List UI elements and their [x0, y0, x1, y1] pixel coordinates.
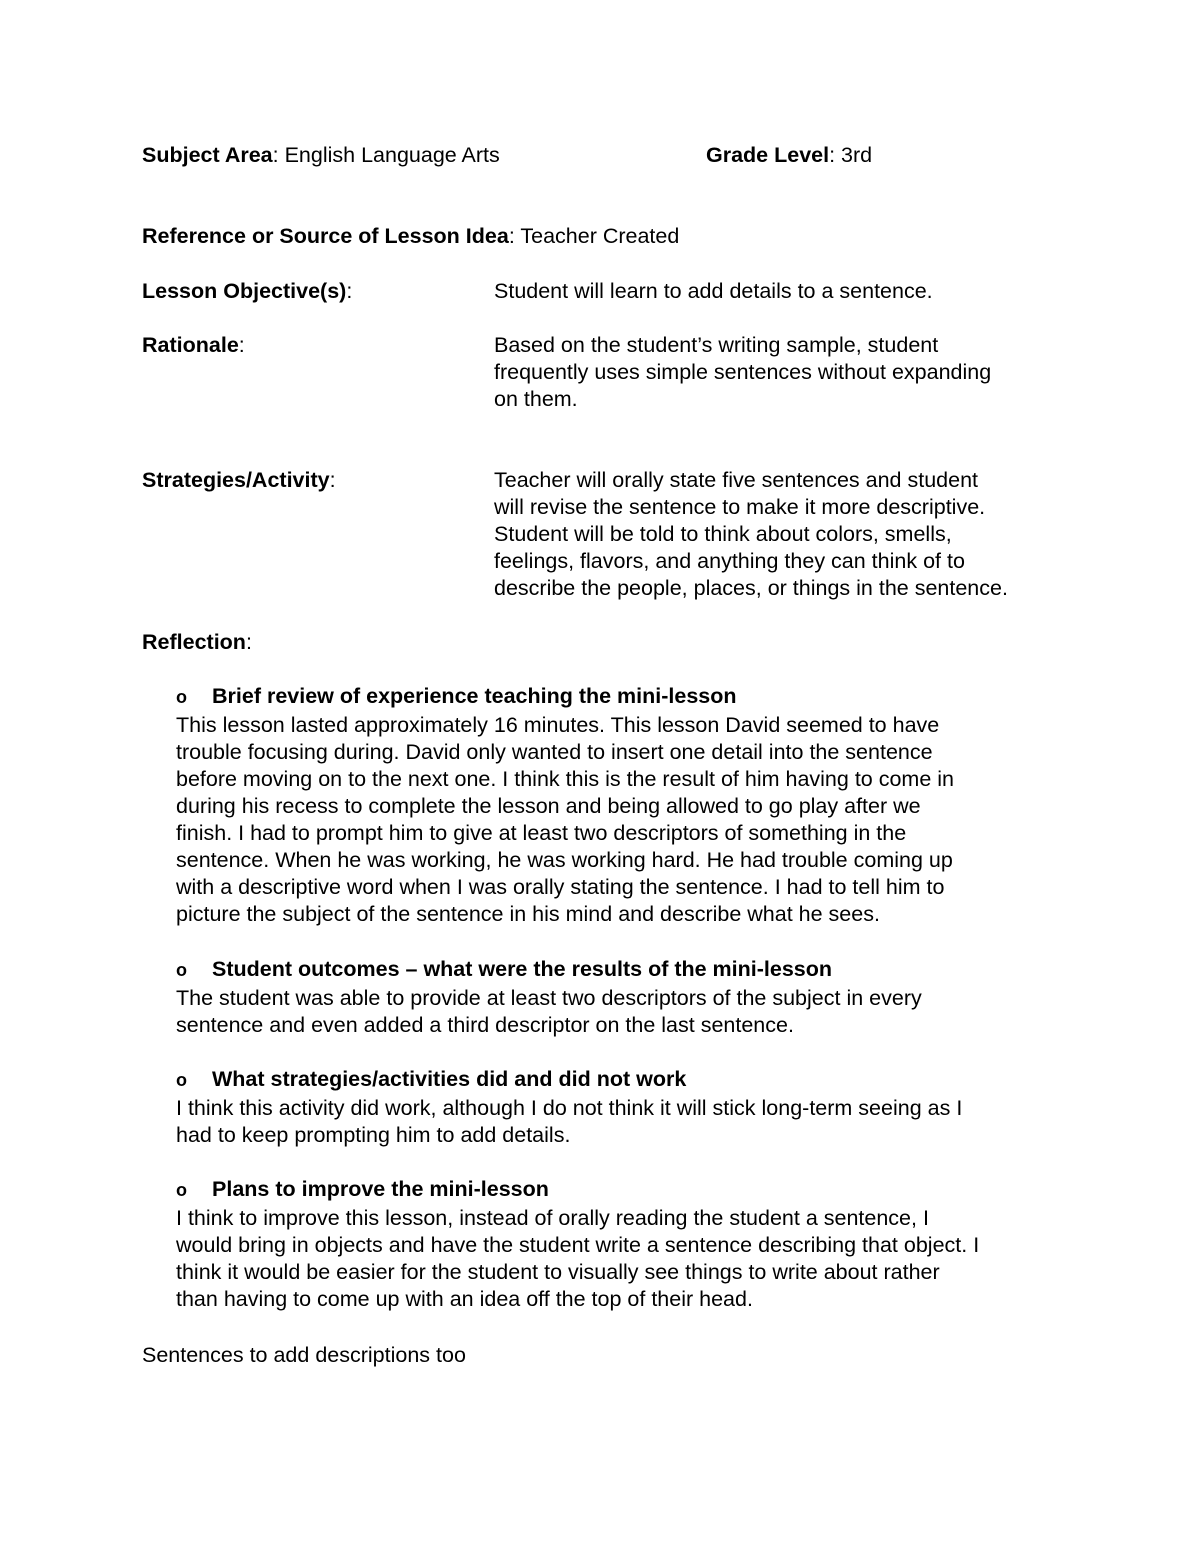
reflection-label-wrap [142, 629, 252, 656]
strategies-line: Teacher will orally state five sentences and student [494, 468, 979, 492]
rationale-label: Rationale [142, 333, 239, 357]
reflection-label: Reflection [142, 630, 246, 654]
reference-label: Reference or Source of Lesson Idea [142, 224, 509, 248]
section-heading: Brief review of experience teaching the mini-lesson [212, 684, 737, 708]
reflection-colon: : [245, 630, 252, 654]
section-line: finish. I had to prompt him to give at least two descriptors of something in the [176, 821, 907, 845]
reference-field [142, 223, 679, 250]
section-line: sentence and even added a third descriptor on the last sentence. [176, 1013, 794, 1037]
section-line: The student was able to provide at least two descriptors of the subject in every [176, 986, 922, 1010]
rationale-colon: : [238, 333, 245, 357]
bullet-icon: o [176, 1070, 187, 1090]
rationale-line: Based on the student’s writing sample, student [494, 333, 939, 357]
rationale-line: frequently uses simple sentences without expanding [494, 360, 992, 384]
subject-area-field [142, 142, 500, 169]
strategies-line: feelings, flavors, and anything they can think of to [494, 549, 965, 573]
strategies-line: describe the people, places, or things in the sentence. [494, 576, 1008, 600]
section-line: during his recess to complete the lesson and being allowed to go play after we [176, 794, 921, 818]
section-line: sentence. When he was working, he was working hard. He had trouble coming up [176, 848, 953, 872]
section-line: with a descriptive word when I was orally stating the sentence. I had to tell him to [176, 875, 945, 899]
strategies-colon: : [329, 468, 336, 492]
section-line: I think this activity did work, although I do not think it will stick long-term seeing as I [176, 1096, 963, 1120]
rationale-label-wrap [142, 332, 245, 359]
objective-value: Student will learn to add details to a sentence. [494, 279, 933, 303]
bullet-icon: o [176, 1180, 187, 1200]
grade-level-value: : 3rd [829, 143, 873, 167]
strategies-line: Student will be told to think about colors, smells, [494, 522, 952, 546]
reference-value: : Teacher Created [508, 224, 680, 248]
section-heading: Student outcomes – what were the results of the mini-lesson [212, 957, 833, 981]
sentences-heading: Sentences to add descriptions too [142, 1343, 466, 1367]
section-line: trouble focusing during. David only wanted to insert one detail into the sentence [176, 740, 933, 764]
subject-area-value: : English Language Arts [272, 143, 500, 167]
section-line: before moving on to the next one. I think this is the result of him having to come in [176, 767, 955, 791]
grade-level-field [706, 142, 872, 169]
subject-area-label: Subject Area [142, 143, 273, 167]
grade-level-label: Grade Level [706, 143, 830, 167]
section-line: I think to improve this lesson, instead of orally reading the student a sentence, I [176, 1206, 929, 1230]
strategies-label-wrap [142, 467, 336, 494]
section-heading: Plans to improve the mini-lesson [212, 1177, 549, 1201]
section-heading: What strategies/activities did and did not work [212, 1067, 687, 1091]
section-line: had to keep prompting him to add details. [176, 1123, 571, 1147]
objective-label-wrap [142, 278, 352, 305]
strategies-label: Strategies/Activity [142, 468, 330, 492]
rationale-line: on them. [494, 387, 578, 411]
strategies-line: will revise the sentence to make it more descriptive. [494, 495, 986, 519]
section-line: think it would be easier for the student to visually see things to write about rather [176, 1260, 940, 1284]
section-line: than having to come up with an idea off the top of their head. [176, 1287, 753, 1311]
objective-label: Lesson Objective(s) [142, 279, 347, 303]
section-line: picture the subject of the sentence in his mind and describe what he sees. [176, 902, 880, 926]
bullet-icon: o [176, 960, 187, 980]
section-line: This lesson lasted approximately 16 minutes. This lesson David seemed to have [176, 713, 940, 737]
objective-colon: : [346, 279, 353, 303]
section-line: would bring in objects and have the student write a sentence describing that object. I [176, 1233, 980, 1257]
bullet-icon: o [176, 687, 187, 707]
